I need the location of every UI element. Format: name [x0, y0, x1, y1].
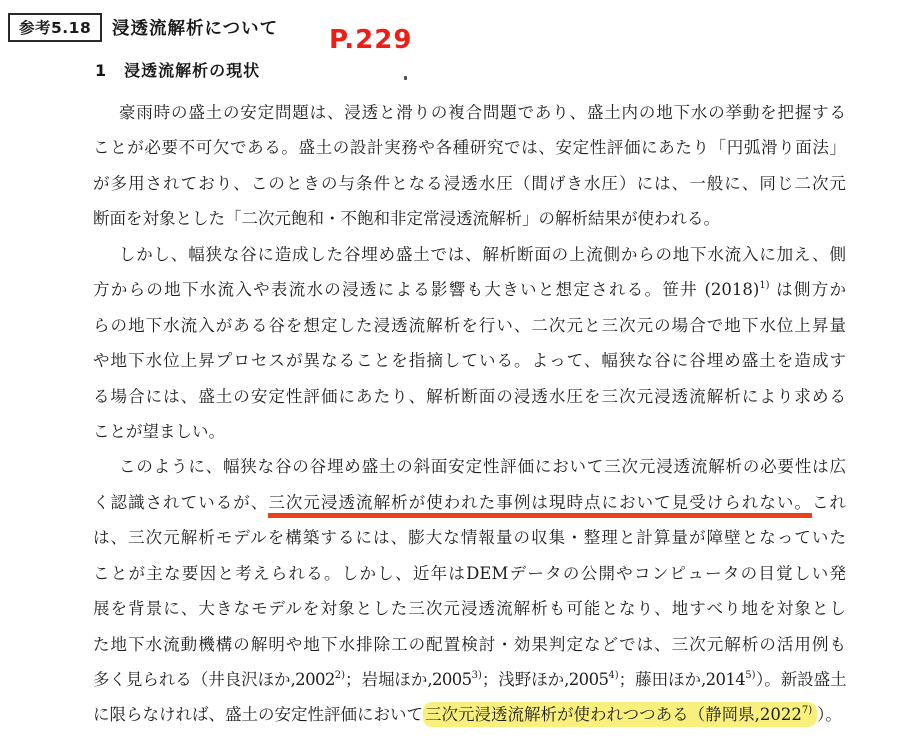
text-line	[93, 272, 846, 307]
body-text-block	[93, 95, 846, 733]
citation-superscript: 3)	[471, 670, 482, 681]
text-segment: ）。	[817, 705, 842, 725]
section-number: 1	[95, 61, 108, 80]
citation-superscript: 7)	[801, 705, 813, 717]
citation-superscript: 4)	[608, 670, 619, 681]
text-line	[93, 662, 846, 697]
text-line	[93, 485, 846, 520]
scan-speck-artifact	[404, 76, 407, 80]
citation-superscript: 2)	[334, 670, 346, 681]
text-segment: ）。新設盛土	[755, 670, 846, 689]
page-reference-annotation: P.229	[329, 25, 413, 55]
text-line	[93, 697, 846, 732]
text-line: ことが必要不可欠である。盛土の設計実務や各種研究では、安定性評価にあたり「円弧滑り面法」	[93, 138, 846, 158]
text-line: ことが望ましい。	[93, 421, 225, 441]
section-title: 浸透流解析の現状	[124, 61, 261, 80]
text-segment: ；藤田ほか,2014	[618, 670, 746, 689]
text-line: 展を背景に、大きなモデルを対象とした三次元浸透流解析も可能となり、地すべり地を対象とし	[93, 599, 846, 619]
text-line: しかし、幅狭な谷に造成した谷埋め盛土では、解析断面の上流側からの地下水流入に加え、側	[119, 244, 846, 264]
text-segment: は側方か	[769, 280, 846, 300]
yellow-highlighted-phrase	[423, 702, 817, 727]
text-segment: ；浅野ほか,2005	[481, 670, 609, 689]
text-segment: く認識されているが、	[93, 492, 269, 512]
text-line: このように、幅狭な谷の谷埋め盛土の斜面安定性評価において三次元浸透流解析の必要性は広	[119, 457, 846, 477]
text-line: ことが主な要因と考えられる。しかし、近年はDEMデータの公開やコンピュータの目覚しい発	[93, 563, 846, 583]
text-segment: 多く見られる（井良沢ほか,2002	[93, 670, 335, 689]
red-underlined-sentence: 三次元浸透流解析が使われた事例は現時点において見受けられない。	[268, 493, 812, 518]
text-segment: に限らなければ、盛土の安定性評価において	[93, 705, 423, 725]
text-line: 豪雨時の盛土の安定問題は、浸透と滑りの複合問題であり、盛土内の地下水の挙動を把握する	[119, 103, 847, 122]
document-title: 浸透流解析について	[112, 19, 279, 39]
text-line: 断面を対象とした「二次元飽和・不飽和非定常浸透流解析」の解析結果が使われる。	[93, 209, 720, 229]
text-line: や地下水位上昇プロセスが異なることを指摘している。よって、幅狭な谷に谷埋め盛土を造成す	[93, 351, 846, 371]
citation-superscript: 5)	[745, 670, 756, 681]
text-line: る場合には、盛土の安定性評価にあたり、解析断面の浸透水圧を三次元浸透流解析により求める	[93, 386, 846, 406]
text-segment: 三次元浸透流解析が使われつつある（静岡県,2022	[425, 705, 802, 725]
reference-number-label: 参考5.18	[19, 19, 92, 37]
text-line: は、三次元解析モデルを構築するには、膨大な情報量の収集・整理と計算量が障壁となっていた	[93, 528, 846, 548]
text-segment: ；岩堀ほか,2005	[345, 670, 472, 689]
text-segment: 方からの地下水流入や表流水の浸透による影響も大きいと想定される。笹井 (2018)	[93, 280, 760, 300]
reference-number-box	[8, 13, 102, 42]
text-line: が多用されており、このときの与条件となる浸透水圧（間げき水圧）には、一般に、同じ二次元	[93, 173, 846, 193]
citation-superscript: 1)	[759, 280, 770, 292]
text-segment: これ	[811, 492, 847, 512]
text-line: た地下水流動機構の解明や地下水排除工の配置検討・効果判定などでは、三次元解析の活用例も	[93, 634, 846, 654]
text-line: らの地下水流入がある谷を想定した浸透流解析を行い、二次元と三次元の場合で地下水位上昇量	[93, 315, 846, 335]
section-heading	[95, 58, 260, 81]
